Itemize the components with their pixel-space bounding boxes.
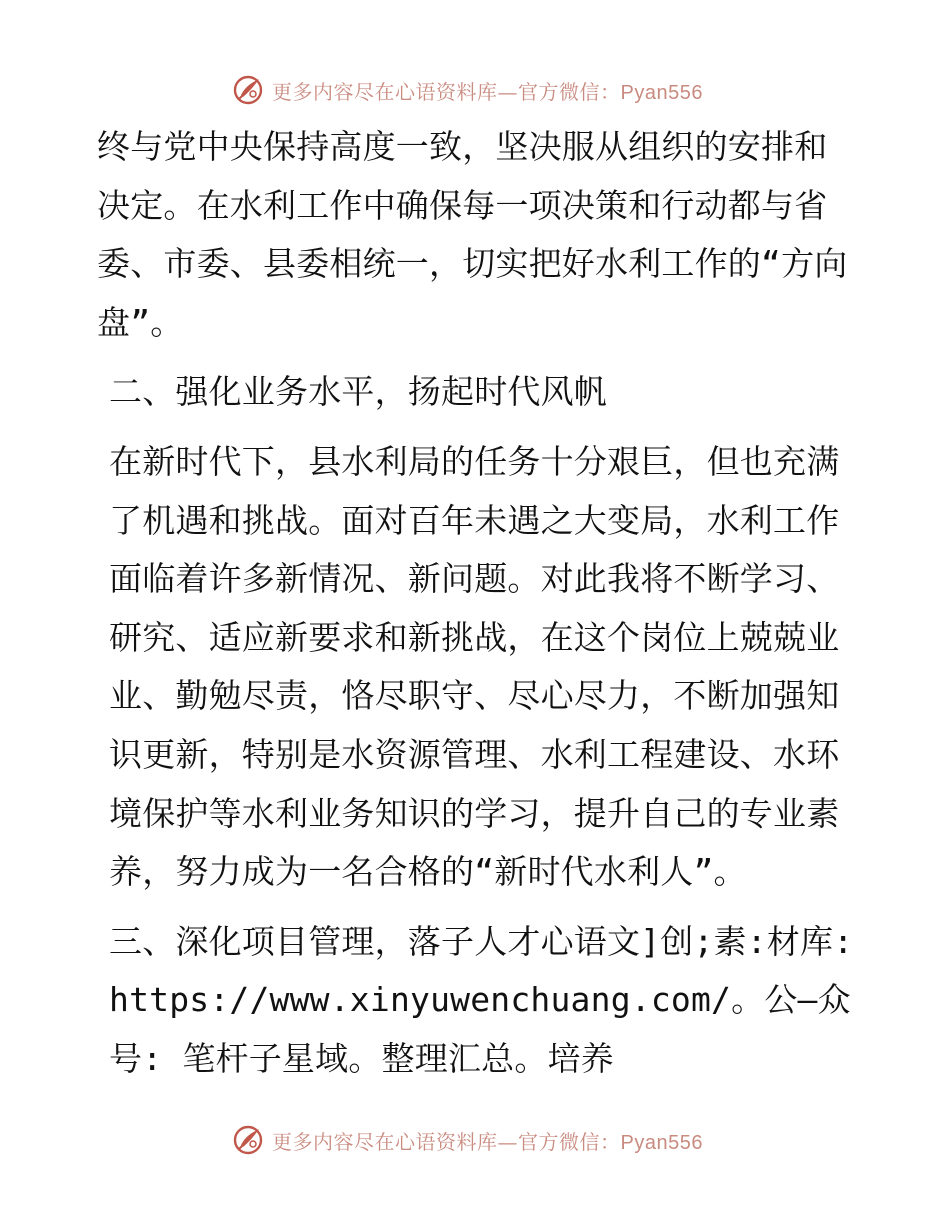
- section-heading-3: 三、深化项目管理，落子人才心语文]创;素:材库: https://www.xinyuwenchuang.com/。公—众号: 笔杆子星域。整理汇总。培养: [109, 921, 874, 1078]
- watermark-text: 更多内容尽在心语资料库—官方微信：Pyan556: [272, 1129, 703, 1154]
- watermark-banner-bottom: [232, 1120, 752, 1160]
- watermark-banner-top: [232, 70, 752, 110]
- section-heading-2: 二、强化业务水平，扬起时代风帆: [109, 372, 607, 412]
- watermark-handle: Pyan556: [620, 1131, 703, 1154]
- paragraph-1: 终与党中央保持高度一致，坚决服从组织的安排和决定。在水利工作中确保每一项决策和行动都与省委、市委、县委相统一，切实把好水利工作的“方向盘”。: [97, 127, 848, 342]
- paragraph-2: 在新时代下，县水利局的任务十分艰巨，但也充满了机遇和挑战。面对百年未遇之大变局，水利工作面临着许多新情况、新问题。对此我将不断学习、研究、适应新要求和新挑战，在这个岗位上兢兢业业、勤勉尽责，恪尽职守、尽心尽力，不断加强知识更新，特别是水资源管理、水利工程建设、水环境保护等水利业务知识的学习，提升自己的专业素养，努力成为一名合格的“新时代水利人”。: [109, 441, 840, 892]
- watermark-text: 更多内容尽在心语资料库—官方微信：Pyan556: [272, 79, 703, 104]
- watermark-handle: Pyan556: [620, 81, 703, 104]
- writing-logo-icon: [232, 1123, 266, 1157]
- writing-logo-icon: [232, 73, 266, 107]
- document-body: [97, 118, 874, 1089]
